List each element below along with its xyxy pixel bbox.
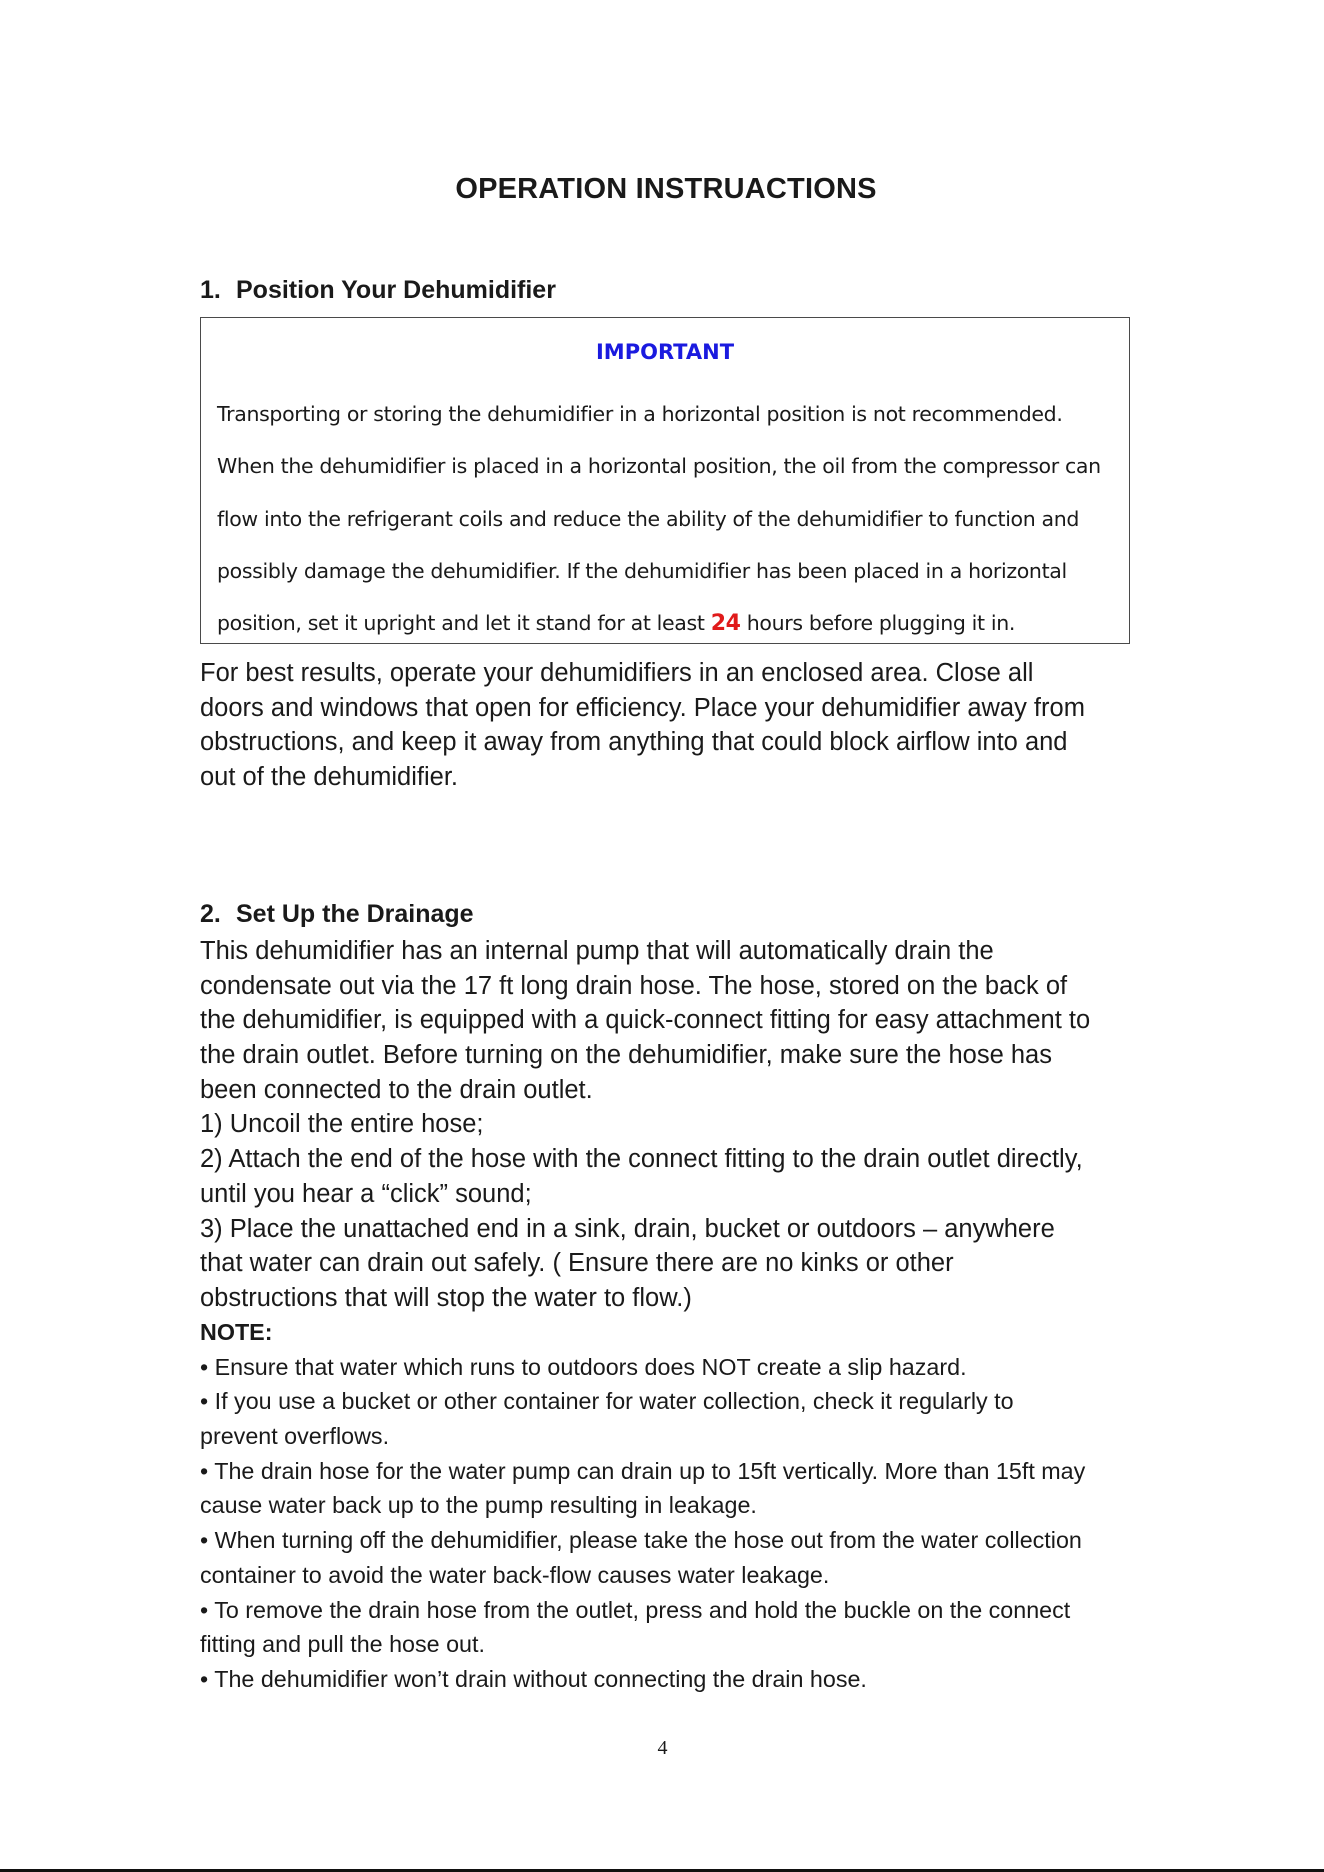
note-line: prevent overflows.: [200, 1423, 390, 1450]
page-number: 4: [657, 1737, 668, 1759]
important-line: When the dehumidifier is placed in a horizontal position, the oil from the compressor can: [217, 454, 1101, 479]
step-line: that water can drain out safely. ( Ensure there are no kinks or other: [200, 1249, 954, 1278]
section-title: Position Your Dehumidifier: [236, 276, 556, 304]
page-title: OPERATION INSTRUACTIONS: [455, 173, 877, 205]
paragraph-line: the dehumidifier, is equipped with a quick-connect fitting for easy attachment to: [200, 1006, 1091, 1035]
note-block: [200, 1315, 1132, 1697]
note-line: fitting and pull the hose out.: [200, 1631, 485, 1658]
step-line: obstructions that will stop the water to flow.): [200, 1283, 692, 1312]
note-line: • The dehumidifier won’t drain without connecting the drain hose.: [200, 1665, 867, 1692]
step-line: 2) Attach the end of the hose with the connect fitting to the drain outlet directly,: [200, 1145, 1083, 1174]
step-line: 1) Uncoil the entire hose;: [200, 1110, 484, 1139]
paragraph-line: out of the dehumidifier.: [200, 763, 459, 792]
paragraph-line: For best results, operate your dehumidifiers in an enclosed area. Close all: [200, 659, 1034, 687]
important-text-before: position, set it upright and let it stand for at least: [217, 611, 711, 636]
paragraph-line: obstructions, and keep it away from anything that could block airflow into and: [200, 728, 1068, 757]
section-heading-drainage: [200, 900, 474, 929]
note-line: • To remove the drain hose from the outlet, press and hold the buckle on the connect: [200, 1596, 1071, 1623]
important-line: possibly damage the dehumidifier. If the dehumidifier has been placed in a horizontal: [217, 558, 1067, 583]
important-line: flow into the refrigerant coils and reduce the ability of the dehumidifier to function and: [217, 506, 1080, 531]
position-paragraph: [200, 656, 1132, 795]
note-line: • If you use a bucket or other container for water collection, check it regularly to: [200, 1388, 1014, 1415]
drainage-paragraph: [200, 934, 1132, 1316]
paragraph-line: the drain outlet. Before turning on the dehumidifier, make sure the hose has: [200, 1041, 1052, 1070]
important-text-after: hours before plugging it in.: [740, 611, 1016, 636]
hours-highlight: 24: [710, 611, 741, 637]
note-line: cause water back up to the pump resulting in leakage.: [200, 1492, 757, 1519]
step-line: until you hear a “click” sound;: [200, 1179, 532, 1208]
note-label: NOTE:: [200, 1319, 273, 1345]
section-heading-position: [200, 276, 556, 305]
paragraph-line: This dehumidifier has an internal pump that will automatically drain the: [200, 937, 994, 965]
section-number: 2.: [200, 900, 221, 928]
step-line: 3) Place the unattached end in a sink, drain, bucket or outdoors – anywhere: [200, 1214, 1055, 1243]
important-notice-box: [200, 317, 1130, 644]
important-line: [217, 597, 1122, 649]
note-line: • The drain hose for the water pump can drain up to 15ft vertically. More than 15ft may: [200, 1457, 1086, 1484]
important-text: [217, 388, 1122, 649]
section-title: Set Up the Drainage: [236, 900, 474, 928]
note-line: • Ensure that water which runs to outdoors does NOT create a slip hazard.: [200, 1353, 967, 1380]
paragraph-line: condensate out via the 17 ft long drain hose. The hose, stored on the back of: [200, 971, 1068, 1000]
paragraph-line: doors and windows that open for efficiency. Place your dehumidifier away from: [200, 693, 1085, 722]
paragraph-line: been connected to the drain outlet.: [200, 1075, 593, 1104]
important-label: IMPORTANT: [595, 340, 735, 364]
note-line: container to avoid the water back-flow causes water leakage.: [200, 1561, 830, 1588]
section-number: 1.: [200, 276, 221, 304]
note-line: • When turning off the dehumidifier, please take the hose out from the water collection: [200, 1527, 1082, 1554]
important-line: Transporting or storing the dehumidifier in a horizontal position is not recommended.: [217, 402, 1063, 426]
